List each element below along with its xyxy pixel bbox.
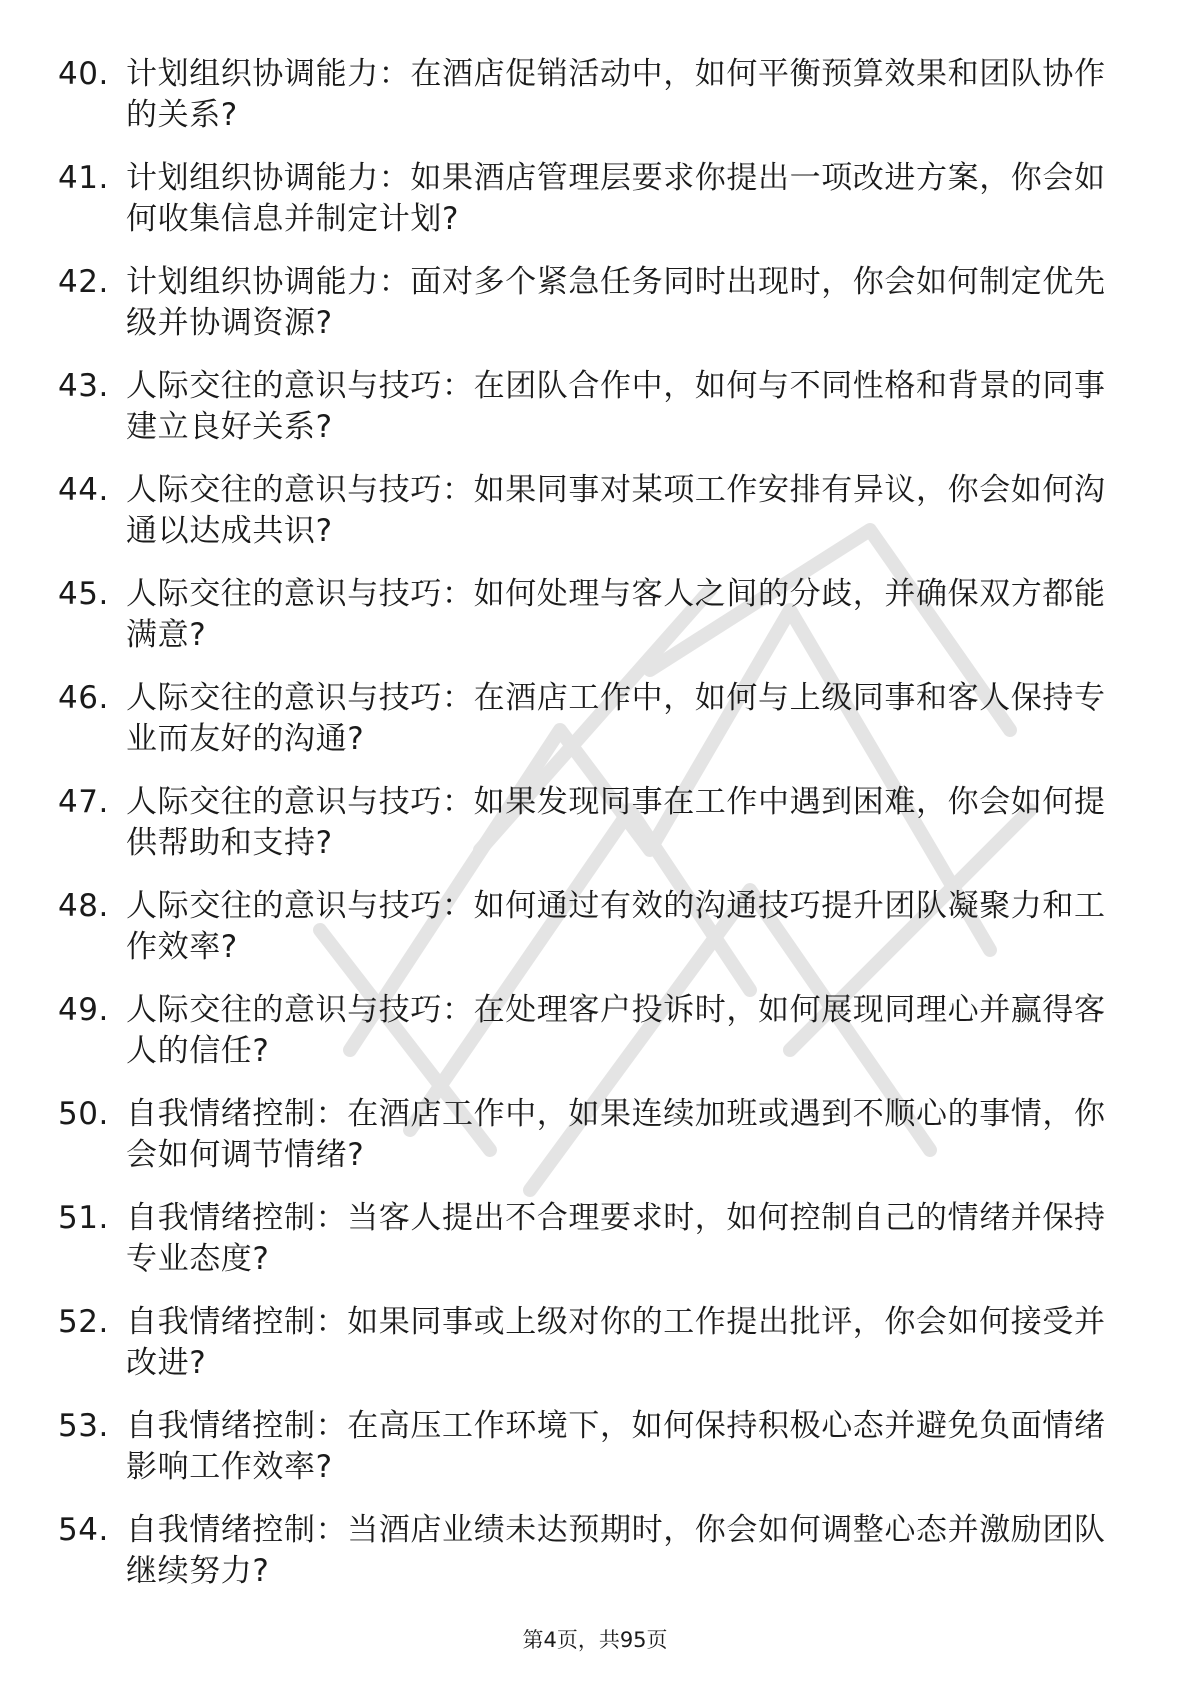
- list-item: [58, 1302, 1118, 1406]
- question-number: 41.: [58, 160, 109, 196]
- question-text: 自我情绪控制：如果同事或上级对你的工作提出批评，你会如何接受并改进?: [126, 1304, 1106, 1381]
- question-text: 自我情绪控制：当客人提出不合理要求时，如何控制自己的情绪并保持专业态度?: [126, 1200, 1106, 1277]
- question-text: 人际交往的意识与技巧：在团队合作中，如何与不同性格和背景的同事建立良好关系?: [126, 368, 1106, 445]
- question-number: 40.: [58, 56, 109, 92]
- list-item: [58, 54, 1118, 158]
- list-item: [58, 990, 1118, 1094]
- list-item: [58, 1510, 1118, 1614]
- question-number: 47.: [58, 784, 109, 820]
- question-number: 44.: [58, 472, 109, 508]
- question-text: 人际交往的意识与技巧：在处理客户投诉时，如何展现同理心并赢得客人的信任?: [126, 992, 1106, 1069]
- question-number: 45.: [58, 576, 109, 612]
- question-number: 52.: [58, 1304, 109, 1340]
- list-item: [58, 574, 1118, 678]
- question-number: 54.: [58, 1512, 109, 1548]
- list-item: [58, 366, 1118, 470]
- page-number-footer: 第4页，共95页: [522, 1628, 668, 1652]
- question-text: 人际交往的意识与技巧：如果发现同事在工作中遇到困难，你会如何提供帮助和支持?: [126, 784, 1106, 861]
- question-number: 49.: [58, 992, 109, 1028]
- question-number: 43.: [58, 368, 109, 404]
- question-text: 计划组织协调能力：如果酒店管理层要求你提出一项改进方案，你会如何收集信息并制定计划?: [126, 160, 1106, 237]
- question-number: 48.: [58, 888, 109, 924]
- list-item: [58, 1406, 1118, 1510]
- list-item: [58, 886, 1118, 990]
- question-number: 50.: [58, 1096, 109, 1132]
- question-text: 人际交往的意识与技巧：如何处理与客人之间的分歧，并确保双方都能满意?: [126, 576, 1106, 653]
- question-number: 51.: [58, 1200, 109, 1236]
- question-list: [58, 54, 1118, 1614]
- question-text: 计划组织协调能力：面对多个紧急任务同时出现时，你会如何制定优先级并协调资源?: [126, 264, 1106, 341]
- question-text: 自我情绪控制：当酒店业绩未达预期时，你会如何调整心态并激励团队继续努力?: [126, 1512, 1106, 1589]
- question-text: 人际交往的意识与技巧：如何通过有效的沟通技巧提升团队凝聚力和工作效率?: [126, 888, 1106, 965]
- question-text: 计划组织协调能力：在酒店促销活动中，如何平衡预算效果和团队协作的关系?: [126, 56, 1106, 133]
- question-number: 46.: [58, 680, 109, 716]
- list-item: [58, 470, 1118, 574]
- list-item: [58, 678, 1118, 782]
- question-text: 人际交往的意识与技巧：如果同事对某项工作安排有异议，你会如何沟通以达成共识?: [126, 472, 1106, 549]
- question-text: 自我情绪控制：在酒店工作中，如果连续加班或遇到不顺心的事情，你会如何调节情绪?: [126, 1096, 1106, 1173]
- question-number: 53.: [58, 1408, 109, 1444]
- list-item: [58, 262, 1118, 366]
- question-text: 人际交往的意识与技巧：在酒店工作中，如何与上级同事和客人保持专业而友好的沟通?: [126, 680, 1106, 757]
- list-item: [58, 1094, 1118, 1198]
- list-item: [58, 782, 1118, 886]
- list-item: [58, 1198, 1118, 1302]
- question-text: 自我情绪控制：在高压工作环境下，如何保持积极心态并避免负面情绪影响工作效率?: [126, 1408, 1106, 1485]
- list-item: [58, 158, 1118, 262]
- question-number: 42.: [58, 264, 109, 300]
